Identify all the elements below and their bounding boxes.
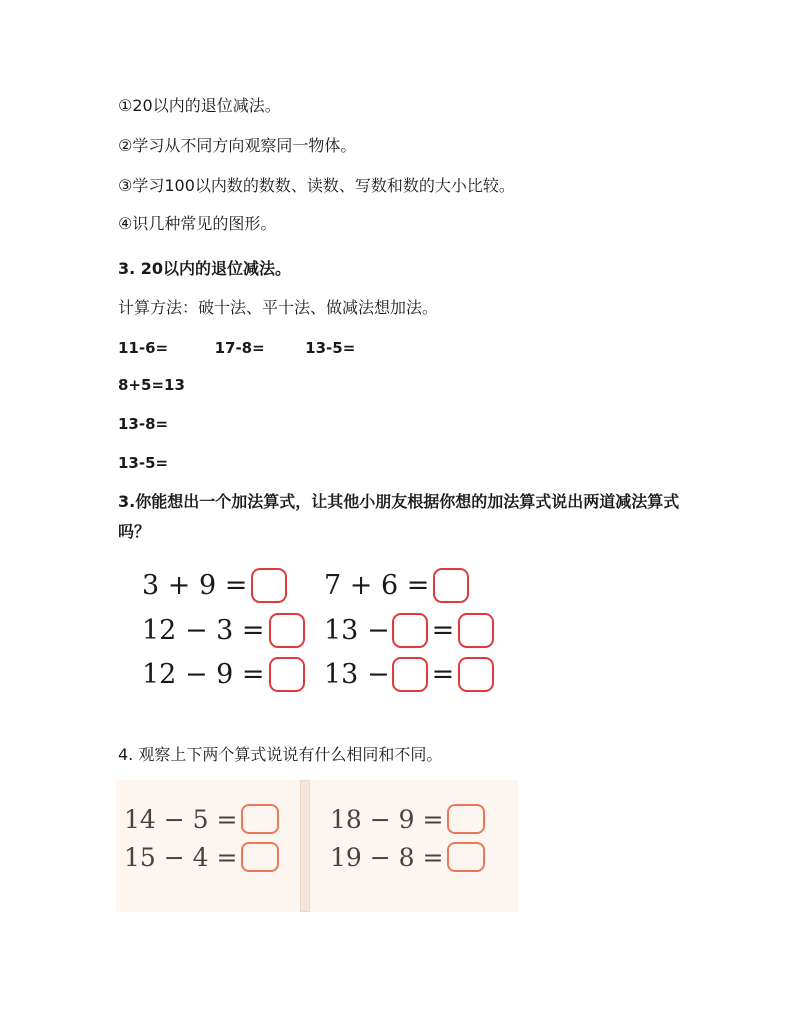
equation-text: 19 − 8 = [330,842,444,872]
question-4: 4. 观察上下两个算式说说有什么相同和不同。 [118,745,443,764]
answer-box[interactable] [447,842,485,872]
equation-text: 3 + 9 = [142,570,248,601]
exercise-3: 13-5= [305,339,356,357]
fig1-right-row-2 [324,613,494,648]
panel-divider [300,780,310,912]
fig1-right-row-1 [324,568,469,603]
item-2: ②学习从不同方向观察同一物体。 [118,136,357,155]
item-1: ①20以内的退位减法。 [118,96,281,115]
answer-box[interactable] [241,804,279,834]
equation-text: 15 − 4 = [124,842,238,872]
equation-text: 14 − 5 = [124,804,238,834]
equation-text: 12 − 9 = [142,659,265,690]
answer-box[interactable] [241,842,279,872]
fig1-left-row-1 [142,568,287,603]
answer-box[interactable] [458,657,494,692]
answer-box[interactable] [269,613,305,648]
answer-box[interactable] [251,568,287,603]
section-3-heading: 3. 20以内的退位减法。 [118,259,292,278]
fig2-left-row-2 [124,842,279,872]
equation-text: 13 − [324,615,390,646]
answer-box[interactable] [392,613,428,648]
equation-text: 18 − 9 = [330,804,444,834]
exercise-1: 11-6= [118,339,169,357]
fig1-left-row-2 [142,613,305,648]
exercise-line-2: 13-8= [118,415,169,433]
exercise-line-3: 13-5= [118,454,169,472]
item-3: ③学习100以内数的数数、读数、写数和数的大小比较。 [118,176,515,195]
answer-box[interactable] [447,804,485,834]
exercise-row [118,337,355,359]
fig2-right-row-1 [330,804,485,834]
calc-method: 计算方法：破十法、平十法、做减法想加法。 [118,298,439,317]
equation-text: 12 − 3 = [142,615,265,646]
answer-box[interactable] [392,657,428,692]
exercise-line-1: 8+5=13 [118,376,185,394]
fig2-right-row-2 [330,842,485,872]
equals-sign: = [431,659,455,690]
equation-text: 7 + 6 = [324,570,430,601]
equals-sign: = [431,615,455,646]
equation-text: 13 − [324,659,390,690]
item-4: ④识几种常见的图形。 [118,214,277,233]
answer-box[interactable] [458,613,494,648]
answer-box[interactable] [269,657,305,692]
fig1-right-row-3 [324,657,494,692]
fig2-left-row-1 [124,804,279,834]
fig1-left-row-3 [142,657,305,692]
exercise-2: 17-8= [214,339,265,357]
question-3: 3.你能想出一个加法算式，让其他小朋友根据你想的加法算式说出两道减法算式吗？ [118,492,680,541]
answer-box[interactable] [433,568,469,603]
